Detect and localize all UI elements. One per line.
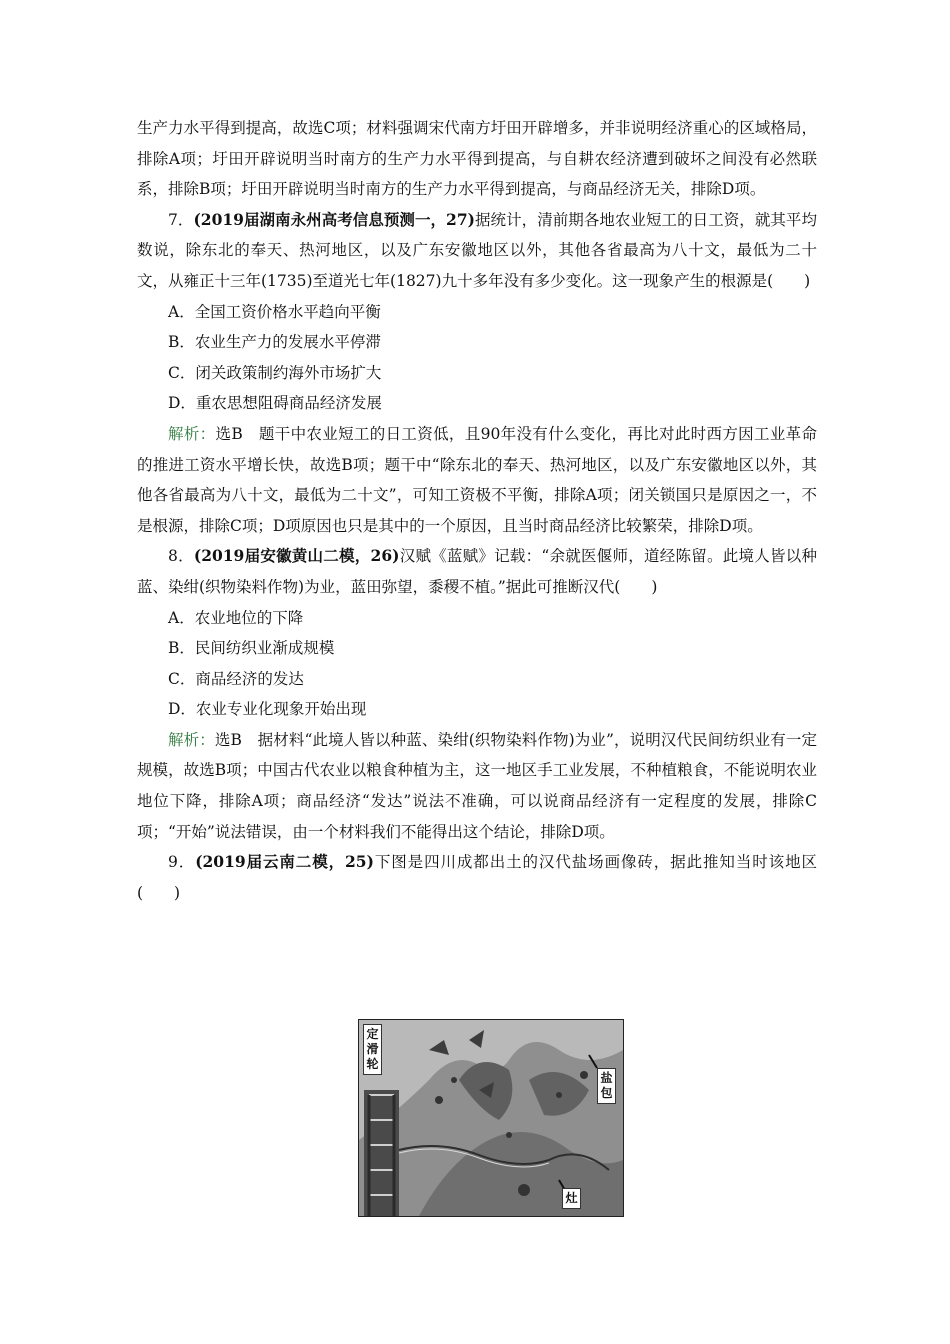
analysis-label: 解析： [168, 730, 215, 749]
analysis-label: 解析： [168, 424, 216, 443]
question-7-analysis [137, 419, 817, 541]
question-8-option-d: D．农业专业化现象开始出现 [168, 700, 367, 719]
label-salt-bag: 盐包 [597, 1068, 616, 1104]
page-content [137, 113, 817, 908]
question-8-analysis [137, 725, 817, 847]
question-source: (2019届云南二模，25) [195, 852, 374, 872]
question-source: (2019届湖南永州高考信息预测一，27) [193, 209, 475, 229]
question-number: 7． [168, 210, 194, 229]
question-text: 下图是四川成都出土的汉代盐场画像砖，据此推知当时该地区( ) [137, 853, 817, 902]
analysis-text: 选B 据材料“此境人皆以种蓝、染绀(织物染料作物)为业”，说明汉代民间纺织业有一定规模，故选B项；中国古代农业以粮食种植为主，这一地区手工业发展，不种植粮食，不能说明农业地位下降，排除A项；商品经济“发达”说法不准确，可以说商品经济有一定程度的发展，排除C项；“开始”说法错误，由一个材料我们不能得出这个结论，排除D项。 [137, 730, 817, 841]
question-source: (2019届安徽黄山二模，26) [193, 546, 400, 566]
question-text: 据统计，清前期各地农业短工的日工资，就其平均数说，除东北的奉天、热河地区，以及广东安徽地区以外，其他各省最高为八十文，最低为二十文，从雍正十三年(1735)至道光七年(1827)九十多年没有多少变化。这一现象产生的根源是( ) [137, 210, 817, 290]
label-fixed-pulley: 定滑轮 [363, 1024, 382, 1075]
question-text: 汉赋《蓝赋》记载：“余就医偃师，道经陈留。此境人皆以种蓝、染绀(织物染料作物)为业，蓝田弥望，黍稷不植。”据此可推断汉代( ) [137, 547, 817, 596]
question-9-stem [137, 847, 817, 908]
question-number: 9． [168, 853, 196, 872]
question-7-option-c: C．闭关政策制约海外市场扩大 [168, 363, 382, 382]
analysis-text: 选B 题干中农业短工的日工资低，且90年没有什么变化，再比对此时西方因工业革命的推进工资水平增长快，故选B项；题干中“除东北的奉天、热河地区，以及广东安徽地区以外，其他各省最高为八十文，最低为二十文”，可知工资极不平衡，排除A项；闭关锁国只是原因之一，不是根源，排除C项；D项原因也只是其中的一个原因，且当时商品经济比较繁荣，排除D项。 [137, 424, 817, 535]
question-7-stem [137, 205, 817, 297]
question-7-option-a: A．全国工资价格水平趋向平衡 [168, 302, 381, 321]
label-stove: 灶 [562, 1188, 581, 1209]
salt-field-brick-image [358, 1019, 624, 1217]
brick-relief-drawing [359, 1020, 623, 1216]
question-7-option-d: D．重农思想阻碍商品经济发展 [168, 394, 382, 413]
question-8-option-c: C．商品经济的发达 [168, 669, 304, 688]
question-8-option-b: B．民间纺织业渐成规模 [168, 639, 335, 658]
previous-analysis-continuation: 生产力水平得到提高，故选C项；材料强调宋代南方圩田开辟增多，并非说明经济重心的区域格局，排除A项；圩田开辟说明当时南方的生产力水平得到提高，与自耕农经济遭到破坏之间没有必然联系，排除B项；圩田开辟说明当时南方的生产力水平得到提高，与商品经济无关，排除D项。 [137, 119, 817, 199]
question-8-stem [137, 541, 817, 602]
question-number: 8． [168, 547, 194, 566]
question-7-option-b: B．农业生产力的发展水平停滞 [168, 333, 381, 352]
question-8-option-a: A．农业地位的下降 [168, 608, 304, 627]
